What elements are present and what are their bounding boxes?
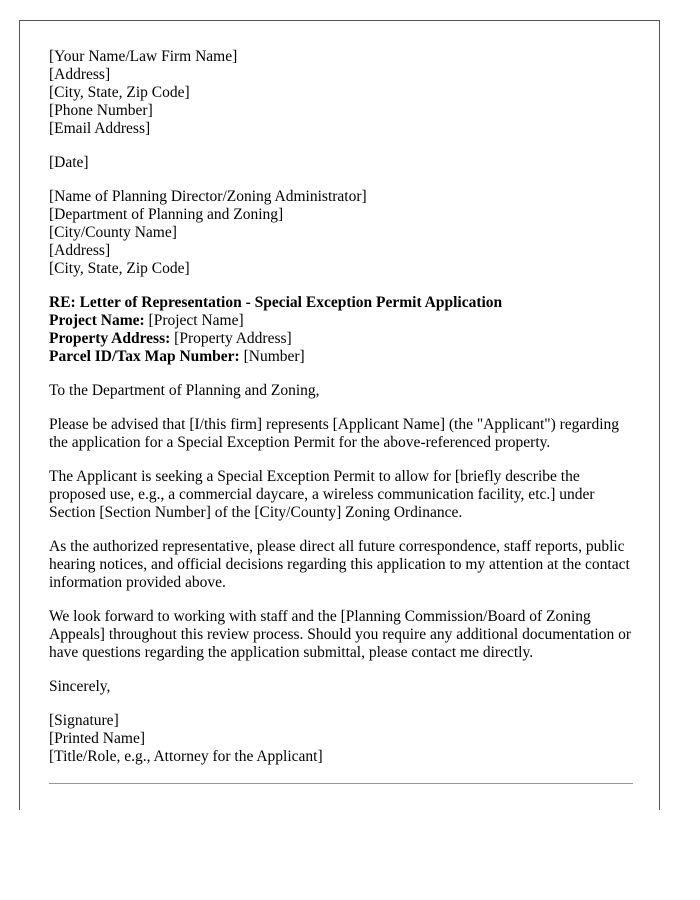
parcel-id-label: Parcel ID/Tax Map Number: bbox=[49, 348, 240, 365]
date-block bbox=[49, 154, 639, 172]
body-paragraph-2: The Applicant is seeking a Special Exception Permit to allow for [briefly describe the proposed use, e.g., a commercial daycare, a wireless communication facility, etc.] under Section [Section Number] of the [City/County] Zoning Ordinance. bbox=[49, 468, 595, 521]
sender-email: [Email Address] bbox=[49, 120, 151, 137]
signature-placeholder: [Signature] bbox=[49, 712, 119, 729]
recipient-department: [Department of Planning and Zoning] bbox=[49, 206, 284, 223]
re-subject: RE: Letter of Representation - Special Exception Permit Application bbox=[49, 294, 503, 311]
sender-name: [Your Name/Law Firm Name] bbox=[49, 48, 238, 65]
sender-block bbox=[49, 48, 639, 138]
sender-address: [Address] bbox=[49, 66, 111, 83]
recipient-city-state-zip: [City, State, Zip Code] bbox=[49, 260, 190, 277]
project-name-label: Project Name: bbox=[49, 312, 145, 329]
recipient-block bbox=[49, 188, 639, 278]
parcel-id-value: [Number] bbox=[239, 348, 305, 365]
signer-title: [Title/Role, e.g., Attorney for the Applicant] bbox=[49, 748, 323, 765]
recipient-city-county: [City/County Name] bbox=[49, 224, 177, 241]
closing: Sincerely, bbox=[49, 678, 111, 695]
body-paragraph-1: Please be advised that [I/this firm] represents [Applicant Name] (the "Applicant") regarding the application for a Special Exception Permit for the above-referenced property. bbox=[49, 416, 620, 451]
sender-phone: [Phone Number] bbox=[49, 102, 153, 119]
project-name-line bbox=[49, 312, 639, 330]
salutation: To the Department of Planning and Zoning, bbox=[49, 382, 320, 399]
re-block bbox=[49, 294, 639, 366]
recipient-name: [Name of Planning Director/Zoning Administrator] bbox=[49, 188, 367, 205]
property-address-label: Property Address: bbox=[49, 330, 171, 347]
parcel-id-line bbox=[49, 348, 639, 366]
body-paragraph-4: We look forward to working with staff and the [Planning Commission/Board of Zoning Appeals] throughout this review process. Should you require any additional documentation or have questions regarding the application submittal, please contact me directly. bbox=[49, 608, 631, 661]
letter-date: [Date] bbox=[49, 154, 89, 171]
letter-content bbox=[49, 48, 639, 782]
signature-block bbox=[49, 712, 639, 766]
footer-divider bbox=[49, 783, 633, 784]
property-address-value: [Property Address] bbox=[170, 330, 292, 347]
letter-page bbox=[19, 20, 660, 810]
printed-name: [Printed Name] bbox=[49, 730, 145, 747]
property-address-line bbox=[49, 330, 639, 348]
recipient-address: [Address] bbox=[49, 242, 111, 259]
sender-city-state-zip: [City, State, Zip Code] bbox=[49, 84, 190, 101]
body-paragraph-3: As the authorized representative, please direct all future correspondence, staff reports, public hearing notices, and official decisions regarding this application to my attention at the contact information provided above. bbox=[49, 538, 630, 591]
project-name-value: [Project Name] bbox=[144, 312, 244, 329]
